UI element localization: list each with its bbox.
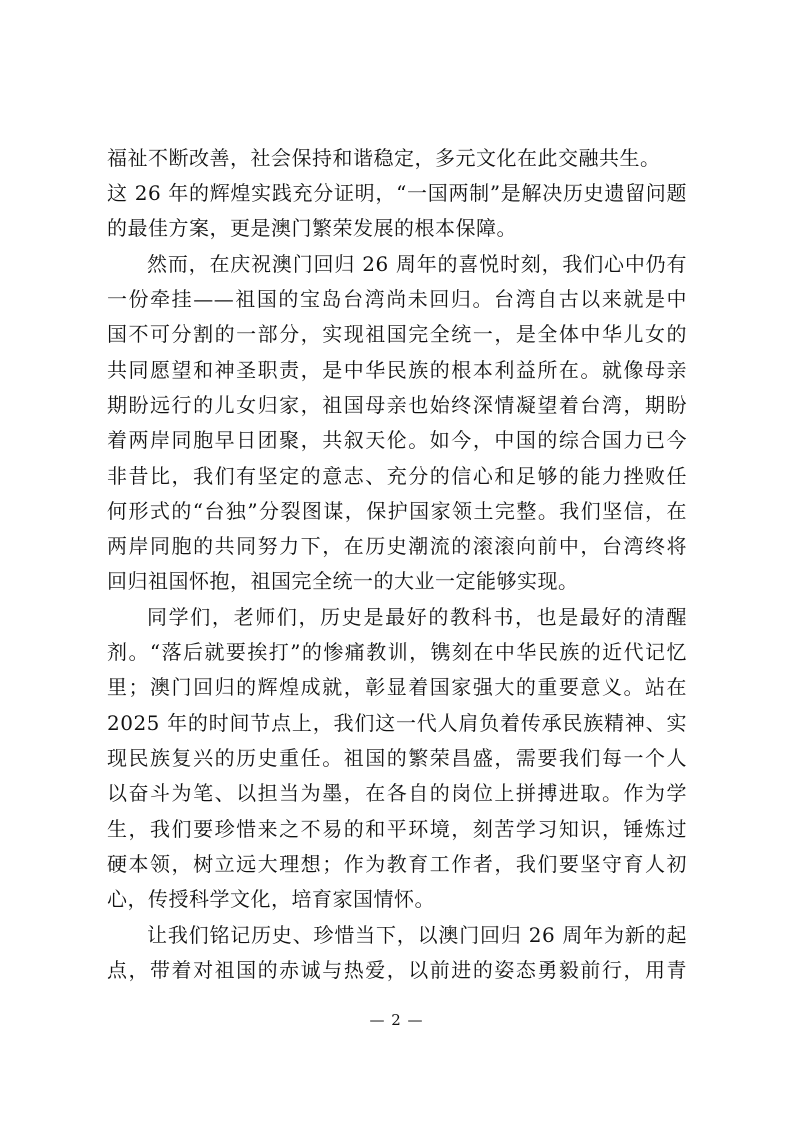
text-line: 点，带着对祖国的赤诚与热爱，以前进的姿态勇毅前行，用青 bbox=[107, 958, 687, 982]
paragraph-first-line: 然而，在庆祝澳门回归 26 周年的喜悦时刻，我们心中仍有 bbox=[147, 252, 687, 276]
text-line: 以奋斗为笔、以担当为墨，在各自的岗位上拼搏进取。作为学 bbox=[107, 781, 687, 805]
text-line: 国不可分割的一部分，实现祖国完全统一，是全体中华儿女的 bbox=[107, 322, 687, 346]
text-line: 非昔比，我们有坚定的意志、充分的信心和足够的能力挫败任 bbox=[107, 464, 687, 488]
text-line: 共同愿望和神圣职责，是中华民族的根本利益所在。就像母亲 bbox=[107, 358, 687, 382]
text-line: 这 26 年的辉煌实践充分证明，“一国两制”是解决历史遗留问题 bbox=[107, 181, 687, 205]
text-line: 何形式的“台独”分裂图谋，保护国家领土完整。我们坚信，在 bbox=[107, 499, 687, 523]
text-line: 2025 年的时间节点上，我们这一代人肩负着传承民族精神、实 bbox=[107, 711, 687, 735]
text-line: 一份牵挂——祖国的宝岛台湾尚未回归。台湾自古以来就是中 bbox=[107, 287, 687, 311]
paragraph-first-line: 让我们铭记历史、珍惜当下，以澳门回归 26 周年为新的起 bbox=[147, 923, 687, 947]
text-line: 剂。“落后就要挨打”的惨痛教训，镌刻在中华民族的近代记忆 bbox=[107, 640, 687, 664]
text-line: 的最佳方案，更是澳门繁荣发展的根本保障。 bbox=[107, 216, 517, 240]
text-line: 回归祖国怀抱，祖国完全统一的大业一定能够实现。 bbox=[107, 569, 579, 593]
text-line: 现民族复兴的历史重任。祖国的繁荣昌盛，需要我们每一个人 bbox=[107, 746, 687, 770]
text-line: 福祉不断改善，社会保持和谐稳定，多元文化在此交融共生。 bbox=[107, 146, 661, 170]
text-line: 硬本领，树立远大理想；作为教育工作者，我们要坚守育人初 bbox=[107, 852, 687, 876]
text-line: 心，传授科学文化，培育家国情怀。 bbox=[107, 887, 435, 911]
text-line: 里；澳门回归的辉煌成就，彰显着国家强大的重要意义。站在 bbox=[107, 675, 687, 699]
text-line: 生，我们要珍惜来之不易的和平环境，刻苦学习知识，锤炼过 bbox=[107, 817, 687, 841]
page-number: — 2 — bbox=[369, 1011, 424, 1029]
text-line: 期盼远行的儿女归家，祖国母亲也始终深情凝望着台湾，期盼 bbox=[107, 393, 687, 417]
text-line: 着两岸同胞早日团聚，共叙天伦。如今，中国的综合国力已今 bbox=[107, 428, 687, 452]
paragraph-first-line: 同学们，老师们，历史是最好的教科书，也是最好的清醒 bbox=[147, 605, 687, 629]
text-line: 两岸同胞的共同努力下，在历史潮流的滚滚向前中，台湾终将 bbox=[107, 534, 687, 558]
